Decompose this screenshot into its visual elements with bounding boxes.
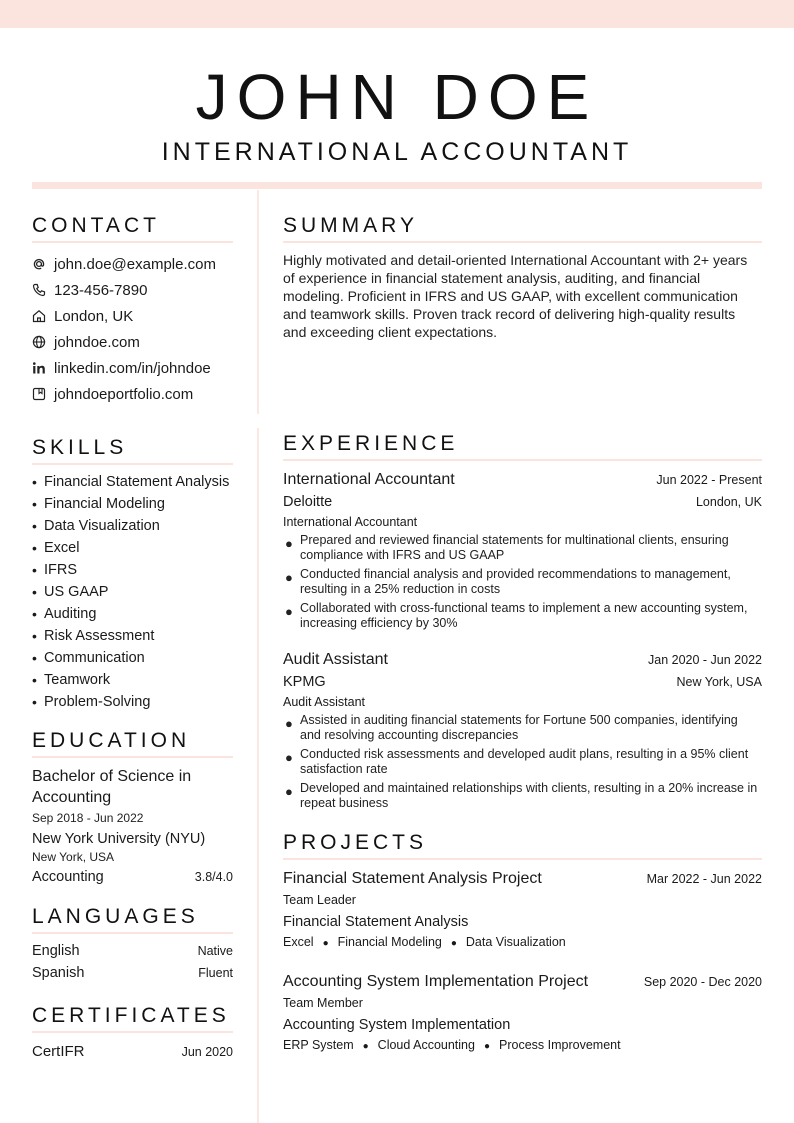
bullet-icon: •	[32, 562, 37, 578]
job-bullet	[283, 713, 762, 743]
candidate-name: JOHN DOE	[195, 61, 599, 133]
language-level: Fluent	[198, 966, 233, 980]
education-school: New York University (NYU)	[32, 831, 206, 847]
project-title: Financial Statement Analysis Project	[283, 870, 542, 887]
skill-item	[32, 517, 233, 535]
skill-item	[32, 473, 233, 491]
project-tag: Cloud Accounting	[377, 1038, 475, 1052]
projects-heading: PROJECTS	[283, 829, 762, 860]
job-location: New York, USA	[676, 675, 762, 689]
bullet-icon: ●	[285, 536, 293, 551]
contact-section	[32, 212, 233, 407]
job-subtitle: Audit Assistant	[283, 695, 365, 709]
certificates-section	[32, 1002, 233, 1063]
skill-item	[32, 539, 233, 557]
education-section	[32, 727, 233, 885]
skill-item	[32, 605, 233, 623]
education-field-row	[32, 869, 233, 885]
job-company: KPMG	[283, 674, 326, 690]
certificate-date: Jun 2020	[181, 1045, 233, 1059]
contact-email[interactable]	[32, 251, 233, 277]
summary-section	[283, 212, 762, 341]
skill-label: Financial Modeling	[44, 496, 165, 512]
phone-icon	[32, 283, 46, 297]
certificates-heading: CERTIFICATES	[32, 1002, 233, 1033]
column-divider-top	[257, 190, 259, 414]
languages-section	[32, 903, 233, 984]
language-name: Spanish	[32, 965, 85, 981]
skill-label: Data Visualization	[44, 518, 160, 534]
skill-label: Auditing	[44, 606, 97, 622]
job-bullet	[283, 781, 762, 811]
language-item	[32, 940, 233, 962]
skill-item	[32, 671, 233, 689]
project-description: Financial Statement Analysis	[283, 914, 469, 930]
skills-section	[32, 434, 233, 711]
summary-heading: SUMMARY	[283, 212, 762, 243]
job-bullet-text: Prepared and reviewed financial statements for multinational clients, ensuring compliance with IFRS and US GAAP	[300, 533, 729, 562]
projects-section	[283, 829, 762, 1056]
contact-website[interactable]	[32, 329, 233, 355]
bullet-icon: •	[32, 518, 37, 534]
skill-item	[32, 649, 233, 667]
project-dates: Mar 2022 - Jun 2022	[646, 872, 762, 886]
certificate-name: CertIFR	[32, 1043, 85, 1060]
skill-label: IFRS	[44, 562, 78, 578]
certificate-item	[32, 1041, 233, 1063]
linkedin-icon	[32, 361, 46, 375]
language-level: Native	[197, 944, 233, 958]
skill-item	[32, 495, 233, 513]
project-tags	[283, 933, 762, 953]
skill-item	[32, 561, 233, 579]
experience-heading: EXPERIENCE	[283, 430, 762, 461]
bullet-icon: •	[32, 606, 37, 622]
bullet-icon: •	[32, 540, 37, 556]
bullet-icon: •	[32, 474, 37, 490]
experience-item	[283, 649, 762, 811]
contact-heading: CONTACT	[32, 212, 233, 243]
contact-location	[32, 303, 233, 329]
skill-label: Teamwork	[44, 672, 111, 688]
contact-phone[interactable]	[32, 277, 233, 303]
experience-section	[283, 430, 762, 811]
skills-heading: SKILLS	[32, 434, 233, 465]
job-title: Audit Assistant	[283, 651, 388, 668]
contact-location-text: London, UK	[54, 307, 134, 325]
job-bullet	[283, 533, 762, 563]
skill-label: US GAAP	[44, 584, 109, 600]
bullet-icon: ●	[285, 750, 293, 765]
job-bullet-text: Collaborated with cross-functional teams to implement a new accounting system, increasing efficiency by 30%	[300, 601, 748, 630]
contact-portfolio[interactable]	[32, 381, 233, 407]
job-bullet	[283, 747, 762, 777]
job-bullet	[283, 601, 762, 631]
bullet-icon: •	[32, 694, 37, 710]
column-divider-bottom	[257, 428, 259, 1123]
project-item	[283, 971, 762, 1056]
language-name: English	[32, 943, 80, 959]
language-item	[32, 962, 233, 984]
separator-dot-icon: ●	[450, 938, 457, 949]
contact-website-text: johndoe.com	[54, 333, 140, 351]
experience-item	[283, 469, 762, 631]
job-location: London, UK	[695, 495, 762, 509]
bullet-icon: ●	[285, 604, 293, 619]
contact-portfolio-text: johndoeportfolio.com	[54, 385, 194, 403]
left-column	[32, 212, 233, 1063]
skill-item	[32, 693, 233, 711]
skill-label: Problem-Solving	[44, 694, 151, 710]
job-dates: Jun 2022 - Present	[656, 473, 762, 487]
top-accent-band	[0, 0, 794, 28]
separator-dot-icon: ●	[322, 938, 329, 949]
bullet-icon: •	[32, 628, 37, 644]
job-dates: Jan 2020 - Jun 2022	[648, 653, 762, 667]
globe-icon	[32, 335, 46, 349]
project-tag: Excel	[283, 935, 314, 949]
skill-item	[32, 627, 233, 645]
job-bullet-text: Assisted in auditing financial statements for Fortune 500 companies, identifying and resolving accounting discrepancies	[300, 713, 738, 742]
header-divider	[32, 182, 762, 189]
candidate-title: INTERNATIONAL ACCOUNTANT	[161, 138, 633, 166]
skill-label: Excel	[44, 540, 80, 556]
bullet-icon: •	[32, 584, 37, 600]
skill-label: Risk Assessment	[44, 628, 155, 644]
job-bullet-text: Conducted financial analysis and provided recommendations to management, resulting in a 25% reduction in costs	[300, 567, 731, 596]
skill-item	[32, 583, 233, 601]
job-company: Deloitte	[283, 494, 333, 510]
project-dates: Sep 2020 - Dec 2020	[643, 975, 762, 989]
home-icon	[32, 309, 46, 323]
right-column	[283, 212, 762, 1074]
bullet-icon: •	[32, 650, 37, 666]
contact-linkedin-text: linkedin.com/in/johndoe	[54, 359, 211, 377]
job-bullet	[283, 567, 762, 597]
separator-dot-icon: ●	[483, 1041, 491, 1052]
bullet-icon: ●	[285, 784, 293, 799]
contact-email-text: john.doe@example.com	[54, 255, 216, 273]
education-heading: EDUCATION	[32, 727, 233, 758]
project-title: Accounting System Implementation Project	[283, 973, 589, 990]
education-field: Accounting	[32, 869, 104, 885]
bullet-icon: ●	[285, 716, 293, 731]
separator-dot-icon: ●	[362, 1041, 369, 1052]
portfolio-icon	[32, 387, 46, 401]
job-bullet-text: Conducted risk assessments and developed audit plans, resulting in a 95% client satisfaction rate	[300, 747, 749, 776]
at-icon	[32, 257, 46, 271]
skill-label: Financial Statement Analysis	[44, 474, 230, 490]
education-gpa: 3.8/4.0	[194, 870, 233, 884]
project-tag: ERP System	[283, 1038, 354, 1052]
project-item	[283, 868, 762, 953]
bullet-icon: •	[32, 672, 37, 688]
project-tag: Data Visualization	[465, 935, 566, 949]
languages-heading: LANGUAGES	[32, 903, 233, 934]
project-description: Accounting System Implementation	[283, 1017, 511, 1033]
project-tag: Process Improvement	[499, 1038, 621, 1052]
education-location: New York, USA	[32, 850, 115, 864]
bullet-icon: •	[32, 496, 37, 512]
contact-linkedin[interactable]	[32, 355, 233, 381]
project-role: Team Leader	[283, 893, 356, 907]
job-subtitle: International Accountant	[283, 515, 418, 529]
summary-text: Highly motivated and detail-oriented International Accountant with 2+ years of experience in financial statement analysis, auditing, and financial modeling. Proficient in IFRS and US GAAP, with excellent communication and teamwork skills. Proven track record of delivering high-quality results and exceeding client expectations.	[283, 252, 748, 340]
project-tag: Financial Modeling	[337, 935, 442, 949]
project-role: Team Member	[283, 996, 363, 1010]
project-tags	[283, 1036, 762, 1056]
education-dates: Sep 2018 - Jun 2022	[32, 811, 144, 825]
job-title: International Accountant	[283, 471, 455, 488]
bullet-icon: ●	[285, 570, 293, 585]
skill-label: Communication	[44, 650, 145, 666]
contact-phone-text: 123-456-7890	[54, 281, 148, 299]
job-bullet-text: Developed and maintained relationships with clients, resulting in a 20% increase in repeat business	[300, 781, 758, 810]
education-degree: Bachelor of Science in Accounting	[32, 768, 192, 806]
